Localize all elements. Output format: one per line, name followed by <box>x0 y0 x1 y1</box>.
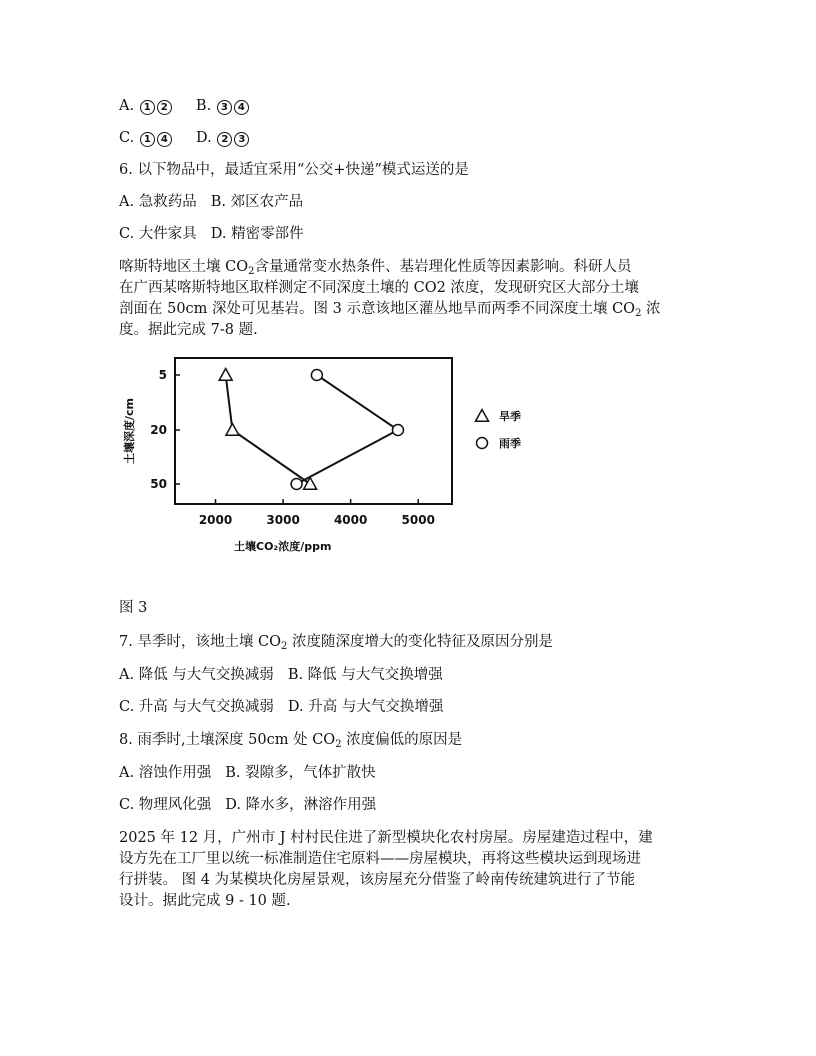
q6-option-d: D. 精密零部件 <box>210 226 304 242</box>
passage2-line-1: 2025 年 12 月，广州市 J 村村民住进了新型模块化农村房屋。房屋建造过程中，建 <box>119 830 653 846</box>
legend-circle-icon <box>477 438 488 449</box>
series-line <box>297 375 398 484</box>
data-point-triangle <box>226 424 239 436</box>
q8-option-b: B. 裂隙多，气体扩散快 <box>225 765 376 781</box>
y-tick-label: 50 <box>150 477 167 491</box>
q5-options-row-1 <box>119 96 250 116</box>
q7-option-a: A. 降低 与大气交换减弱 <box>119 667 274 683</box>
figure-caption: 图 3 <box>119 600 148 616</box>
y-tick-label: 20 <box>150 423 167 437</box>
option-d-label: D. <box>196 130 212 146</box>
q6-options-row-2 <box>119 224 304 244</box>
q8-option-d: D. 降水多，淋溶作用强 <box>225 797 377 813</box>
x-axis-label: 土壤CO₂浓度/ppm <box>234 540 332 553</box>
q7-option-c: C. 升高 与大气交换减弱 <box>119 699 274 715</box>
circled-number: 2 <box>217 132 232 147</box>
circled-number: 4 <box>234 100 249 115</box>
circled-number: 4 <box>157 132 172 147</box>
data-point-circle <box>291 479 302 490</box>
passage2-line-3: 行拼装。 图 4 为某模块化房屋景观，该房屋充分借鉴了岭南传统建筑进行了节能 <box>119 872 636 888</box>
data-point-triangle <box>219 369 232 381</box>
passage1-line-1: 喀斯特地区土壤 $CO_2$含量通常变水热条件、基岩理化性质等因素影响。科研人员 <box>119 259 632 277</box>
q6-options-row-1 <box>119 192 303 212</box>
circled-number: 1 <box>140 132 155 147</box>
legend-triangle-icon <box>476 410 489 422</box>
q7-stem: 7. 旱季时，该地土壤 $CO_2$ 浓度随深度增大的变化特征及原因分别是 <box>119 634 554 652</box>
data-point-circle <box>392 425 403 436</box>
q8-options-row-1 <box>119 763 376 783</box>
y-tick-label: 5 <box>158 368 167 382</box>
q7-options-row-1 <box>119 665 443 685</box>
passage2-line-4: 设计。据此完成 9 - 10 题. <box>119 893 291 909</box>
q7-option-b: B. 降低 与大气交换增强 <box>287 667 443 683</box>
figure-3-chart <box>119 340 579 574</box>
q5-options-row-2 <box>119 128 250 148</box>
passage1-line-3: 剖面在 50cm 深处可见基岩。图 3 示意该地区灌丛地旱而两季不同深度土壤 $CO_2$ 浓 <box>119 301 661 319</box>
y-axis-label: 土壤深度/cm <box>123 398 136 464</box>
x-tick-label: 2000 <box>198 513 233 527</box>
circled-number: 1 <box>140 100 155 115</box>
x-tick-label: 5000 <box>401 513 435 527</box>
q6-option-a: A. 急救药品 <box>119 194 197 210</box>
option-a-label: A. <box>119 98 135 114</box>
circled-number: 2 <box>157 100 172 115</box>
legend-label: 雨季 <box>499 437 521 450</box>
data-point-circle <box>311 370 322 381</box>
q8-stem: 8. 雨季时,土壤深度 50cm 处 $CO_2$ 浓度偏低的原因是 <box>119 732 463 750</box>
q8-option-c: C. 物理风化强 <box>119 797 212 813</box>
q8-option-a: A. 溶蚀作用强 <box>119 765 212 781</box>
series-line <box>226 375 310 484</box>
circled-number: 3 <box>217 100 232 115</box>
q6-option-c: C. 大件家具 <box>119 226 197 242</box>
legend-label: 旱季 <box>499 410 521 423</box>
q7-option-d: D. 升高 与大气交换增强 <box>287 699 444 715</box>
circled-number: 3 <box>234 132 249 147</box>
passage1-line-4: 度。据此完成 7-8 题. <box>119 322 258 338</box>
passage1-line-2: 在广西某喀斯特地区取样测定不同深度土壤的 CO2 浓度，发现研究区大部分土壤 <box>119 280 639 296</box>
co2-depth-chart <box>119 340 579 570</box>
option-b-label: B. <box>195 98 212 114</box>
option-c-label: C. <box>119 130 135 146</box>
x-tick-label: 4000 <box>333 513 368 527</box>
q6-stem: 6. 以下物品中，最适宜采用“公交+快递”模式运送的是 <box>119 162 469 178</box>
x-tick-label: 3000 <box>266 513 300 527</box>
q7-options-row-2 <box>119 697 443 717</box>
q6-option-b: B. 郊区农产品 <box>210 194 304 210</box>
passage2-line-2: 设方先在工厂里以统一标准制造住宅原料——房屋模块，再将这些模块运到现场进 <box>119 851 641 867</box>
q8-options-row-2 <box>119 795 376 815</box>
